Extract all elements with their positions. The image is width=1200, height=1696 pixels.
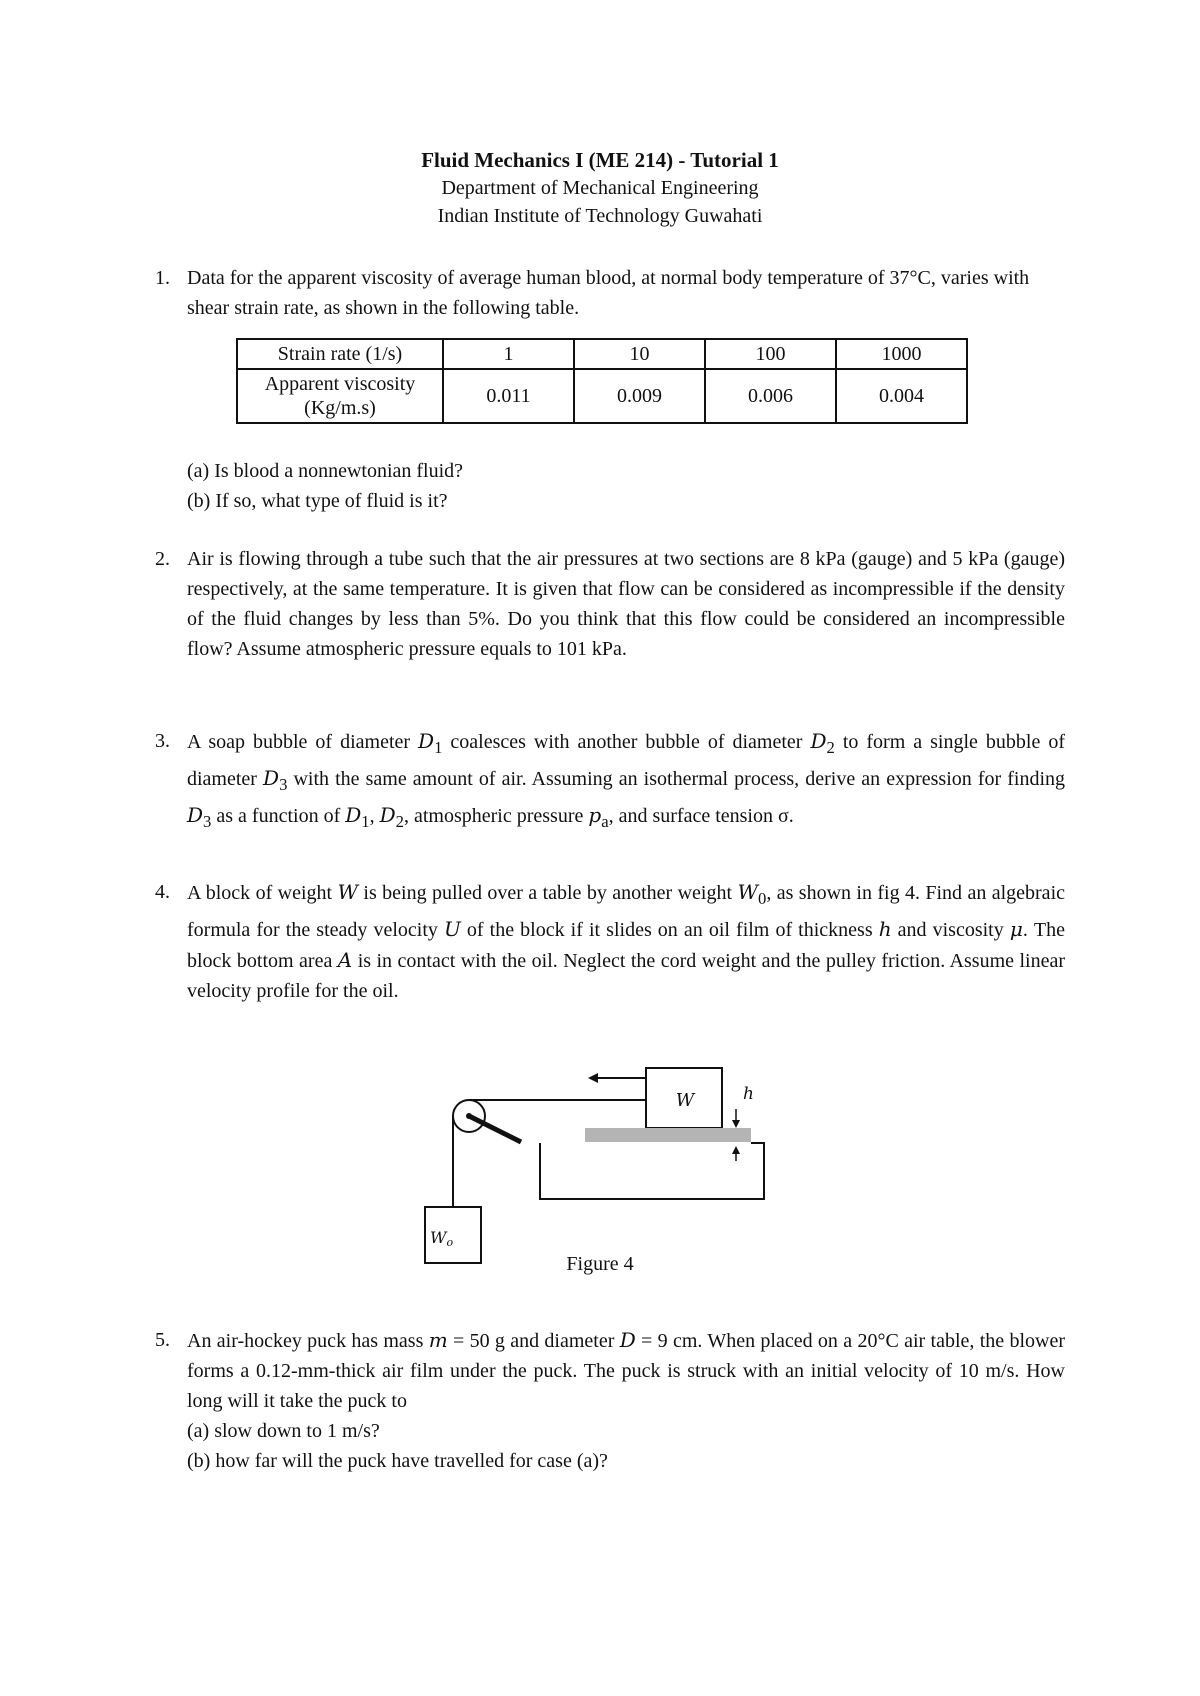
table-cell: 1 (443, 339, 574, 369)
table-cell: 0.004 (836, 369, 967, 423)
table-cell: 0.006 (705, 369, 836, 423)
question-text: A soap bubble of diameter $D_1$ coalesces with another bubble of diameter $D_2$ to form a single bubble of diameter $D_3$ with the same amount of air. Assuming an isothermal process, derive an expression for finding $D_3$ as a function of $D_1$, $D_2$, atmospheric pressure $p_a$, and surface tension σ. (187, 729, 1065, 831)
table-cell: 0.011 (443, 369, 574, 423)
department-name: Department of Mechanical Engineering (441, 177, 759, 199)
table-header-cell: Apparent viscosity (Kg/m.s) (237, 369, 443, 423)
figure-caption: Figure 4 (566, 1253, 634, 1275)
question-1-subparts (187, 456, 1065, 516)
block-w-label: W (675, 1090, 695, 1111)
table-row (237, 339, 967, 369)
table-row (237, 369, 967, 423)
thickness-h-label: h (743, 1084, 754, 1104)
question-subpart-b: (b) how far will the puck have travelled for case (a)? (187, 1450, 608, 1472)
question-5 (155, 1325, 1065, 1476)
arrow-down-icon (732, 1120, 740, 1128)
document-title: Fluid Mechanics I (ME 214) - Tutorial 1 (421, 148, 779, 172)
question-subpart-a: (a) slow down to 1 m/s? (187, 1420, 380, 1442)
institute-name: Indian Institute of Technology Guwahati (437, 205, 763, 227)
question-text: A block of weight W is being pulled over a table by another weight $W_0$, as shown in fig 4. Find an algebraic formula for the steady velocity U of the block if it slides on an oil film of thickness h and viscosity μ. The block bottom area A is in contact with the oil. Neglect the cord weight and the pulley friction. Assume linear velocity profile for the oil. (187, 880, 1066, 1002)
question-number: 2. (155, 548, 170, 570)
question-subpart-b: (b) If so, what type of fluid is it? (187, 490, 448, 512)
question-text: An air-hockey puck has mass m = 50 g and diameter D = 9 cm. When placed on a 20°C air table, the blower forms a 0.12-mm-thick air film under the puck. The puck is struck with an initial velocity of 10 m/s. How long will it take the puck to (187, 1328, 1065, 1412)
question-number: 5. (155, 1329, 170, 1351)
figure-4-diagram (420, 1055, 780, 1265)
table-cell: 1000 (836, 339, 967, 369)
arrow-up-icon (732, 1146, 740, 1154)
question-2 (155, 544, 1065, 664)
question-number: 3. (155, 730, 170, 752)
question-text: Data for the apparent viscosity of average human blood, at normal body temperature of 37°C, varies with shear strain rate, as shown in the following table. (187, 267, 1030, 319)
arrow-left-icon (588, 1073, 598, 1083)
question-4 (155, 877, 1066, 1006)
question-number: 4. (155, 881, 170, 903)
question-1 (155, 263, 1065, 323)
weight-w0-label: Wo (430, 1228, 454, 1249)
oil-film (585, 1128, 751, 1142)
question-3 (155, 726, 1065, 837)
question-text: Air is flowing through a tube such that the air pressures at two sections are 8 kPa (gauge) and 5 kPa (gauge) respectively, at the same temperature. It is given that flow can be considered as incompressible if the density of the fluid changes by less than 5%. Do you think that this flow could be considered an incompressible flow? Assume atmospheric pressure equals to 101 kPa. (187, 548, 1065, 660)
table-cell: 0.009 (574, 369, 705, 423)
viscosity-table (236, 338, 968, 424)
table-cell: 10 (574, 339, 705, 369)
question-subpart-a: (a) Is blood a nonnewtonian fluid? (187, 460, 464, 482)
question-number: 1. (155, 267, 170, 289)
table-header-cell: Strain rate (1/s) (237, 339, 443, 369)
table-outline (540, 1143, 764, 1199)
document-header (0, 146, 1200, 230)
table-cell: 100 (705, 339, 836, 369)
